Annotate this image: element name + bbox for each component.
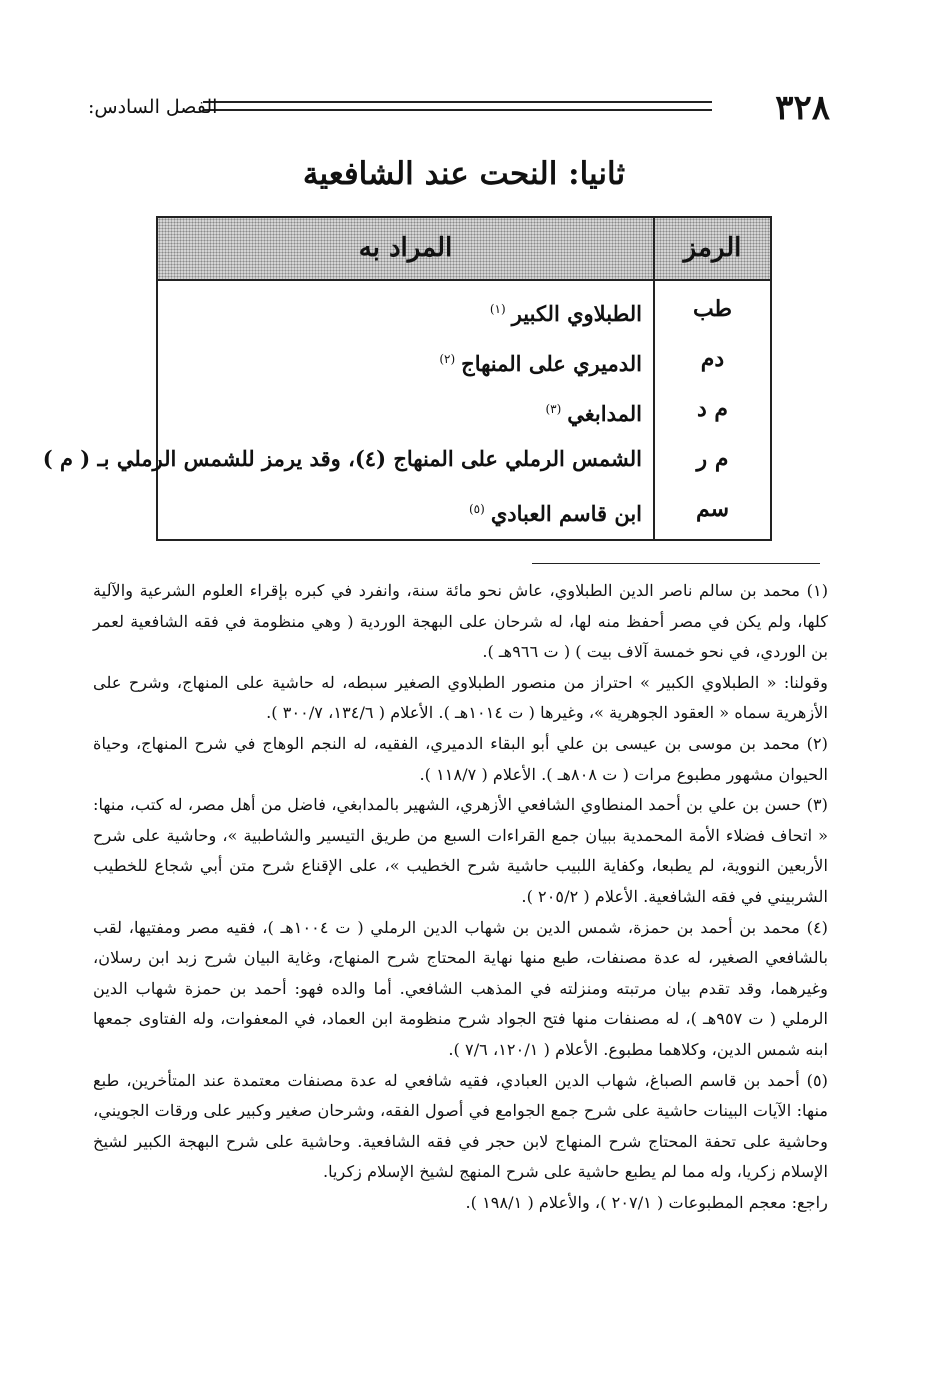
footnote-ref: (٢) xyxy=(439,352,456,366)
abbreviation-table xyxy=(42,216,772,541)
meaning-text: المدابغي xyxy=(567,401,642,426)
running-header xyxy=(88,88,830,128)
table-row xyxy=(42,434,770,484)
table-row xyxy=(158,384,770,434)
footnote-3: (٣) حسن بن علي بن أحمد المنطاوي الشافعي الأزهري، الشهير بالمدابغي، فاضل من أهل مصر، له كتب، منها: « اتحاف فضلاء الأمة المحمدية ببيان جمع القراءات السبع من طريق التيسير والشاطبية »، وحاشية على شرح الأربعين النووية، لم يطبعا، وكفاية اللبيب حاشية شرح الخطيب »، على الإقناع شرح متن أبي شجاع للخطيب الشربيني في فقه الشافعية. الأعلام ( ٢٠٥/٢ ). xyxy=(93,795,828,906)
abbreviation-meaning xyxy=(42,434,642,484)
footnote-ref: (١) xyxy=(489,302,506,316)
page-number: ٣٢٨ xyxy=(775,88,830,128)
footnote-1-continued: وقولنا: « الطبلاوي الكبير » احتراز من منصور الطبلاوي الصغير سبطه، له حاشية على المنهاج، وشرح على الأزهرية سماه « العقود الجوهرية »، وغيرها ( ت ١٠١٤هـ ). الأعلام ( ١٣٤/٦، ٣٠٠/٧ ). xyxy=(93,672,828,723)
abbreviation-meaning xyxy=(166,334,642,384)
footnote-2: (٢) محمد بن موسى بن عيسى بن علي أبو البقاء الدميري، الفقيه، له النجم الوهاج في شرح المنهاج، وحياة الحيوان مشهور مطبوع مرات ( ت ٨٠٨هـ ). الأعلام ( ١١٨/٧ ). xyxy=(93,733,828,784)
table-row xyxy=(158,284,770,334)
header-double-rule xyxy=(203,101,712,111)
chapter-title: الفصل السادس: xyxy=(88,96,218,118)
abbreviation-code: م ر xyxy=(696,446,729,472)
footnote-1: (١) محمد بن سالم ناصر الدين الطبلاوي، عاش نحو مائة سنة، وانفرد في كبره بإقراء العلوم الشرعية والآلية كلها، ولم يكن في مصر أحفظ منه لها، له شرحان على البهجة الوردية ( وهي منظومة في فقه الشافعية لعمر بن الوردي، في نحو خمسة آلاف بيت ) ( ت ٩٦٦هـ ). xyxy=(93,581,829,662)
footnote-5: (٥) أحمد بن قاسم الصباغ، شهاب الدين العبادي، فقيه شافعي له عدة مصنفات معتمدة عند المتأخرين، طبع منها: الآيات البينات حاشية على شرح جمع الجوامع في أصول الفقه، وشرحان صغير وكبير على ورقات الجويني، وحاشية على تحفة المحتاج شرح المنهاج لابن حجر في فقه الشافعية. وحاشية على شرح البهجة الكبير لشيخ الإسلام زكريا، وله مما لم يطبع حاشية على شرح المنهج لشيخ الإسلام زكريا. xyxy=(93,1070,828,1182)
meaning-text: الدميري على المنهاج xyxy=(461,351,642,376)
meaning-text: الشمس الرملي على المنهاج (٤)، وقد يرمز للشمس الرملي بـ ( م ) xyxy=(42,446,642,471)
meaning-text: الطبلاوي الكبير xyxy=(511,301,642,326)
table-header-row xyxy=(158,218,770,281)
abbreviation-code: دم xyxy=(700,346,725,372)
footnote-ref: (٥) xyxy=(468,502,485,516)
table-header-symbol: الرمز xyxy=(683,233,742,263)
footnotes xyxy=(93,576,828,1218)
table-row xyxy=(158,334,770,384)
footnote-5-reference: راجع: معجم المطبوعات ( ٢٠٧/١ )، والأعلام ( ١٩٨/١ ). xyxy=(465,1192,828,1212)
footnote-separator xyxy=(532,563,820,564)
meaning-text: ابن قاسم العبادي xyxy=(490,501,642,526)
footnote-4: (٤) محمد بن أحمد بن حمزة، شمس الدين بن شهاب الدين الرملي ( ت ١٠٠٤هـ )، فقيه مصر ومفتيها، لقب بالشافعي الصغير، له عدة مصنفات، طبع منها نهاية المحتاج شرح المنهاج، وغاية البيان شرح زبد ابن رسلان، وغيرهما، وقد تقدم بيان مرتبته ومنزلته في المذهب الشافعي. أما والده فهو: أحمد بن حمزة شهاب الدين الرملي ( ت ٩٥٧هـ )، له مصنفات منها فتح الجواد شرح منظومة ابن العماد، في المعفوات، وله الفتاوى جمعها ابنه شمس الدين، وكلاهما مطبوع. الأعلام ( ١٢٠/١، ٧/٦ ). xyxy=(93,917,828,1059)
abbreviation-meaning xyxy=(166,384,642,434)
section-heading: ثانيا: النحت عند الشافعية xyxy=(302,156,626,192)
abbreviation-code: طب xyxy=(692,296,733,322)
abbreviation-code: سم xyxy=(695,496,730,522)
footnote-ref: (٣) xyxy=(545,402,562,416)
abbreviation-meaning xyxy=(166,284,642,334)
abbreviation-meaning xyxy=(166,484,642,534)
table-header-meaning: المراد به xyxy=(358,233,453,263)
abbreviation-code: م د xyxy=(696,396,729,422)
table-row xyxy=(158,484,770,534)
